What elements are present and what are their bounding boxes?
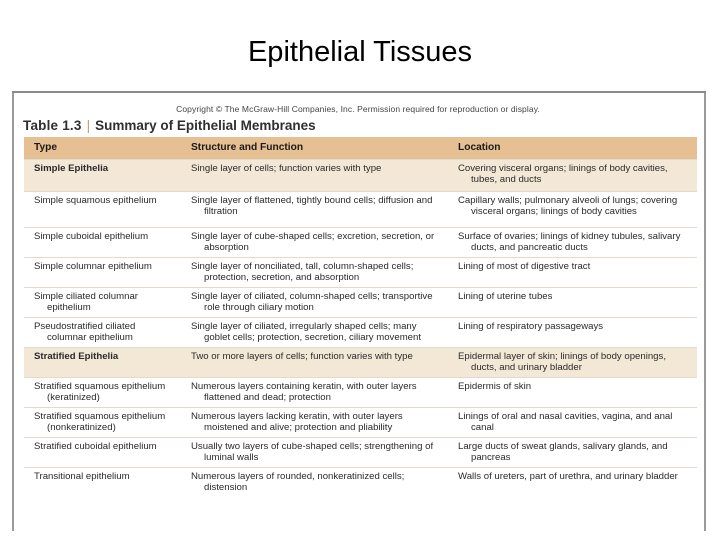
cell-type xyxy=(24,191,181,227)
header-row xyxy=(24,137,697,159)
cell-location xyxy=(448,257,697,287)
cell-location-text: Epidermal layer of skin; linings of body openings, ducts, and urinary bladder xyxy=(458,350,666,373)
cell-structure-text: Usually two layers of cube-shaped cells; strengthening of luminal walls xyxy=(191,440,434,463)
cell-structure-text: Numerous layers lacking keratin, with outer layers moistened and alive; protection and pliability xyxy=(191,410,403,433)
cell-structure-text: Numerous layers containing keratin, with outer layers flattened and dead; protection xyxy=(191,380,417,403)
cell-structure xyxy=(181,257,448,287)
copyright-notice: Copyright © The McGraw-Hill Companies, Inc. Permission required for reproduction or display. xyxy=(176,104,540,114)
cell-type xyxy=(24,159,181,191)
table-title: Summary of Epithelial Membranes xyxy=(95,118,316,133)
cell-type-text: Simple Epithelia xyxy=(34,162,109,174)
table-row xyxy=(24,191,697,227)
cell-type-text: Simple ciliated columnar epithelium xyxy=(34,290,138,313)
cell-location-text: Lining of respiratory passageways xyxy=(458,320,604,332)
cell-type-text: Simple cuboidal epithelium xyxy=(34,230,149,242)
cell-type-text: Stratified squamous epithelium (nonkeratinized) xyxy=(34,410,166,433)
cell-type-text: Pseudostratified ciliated columnar epithelium xyxy=(34,320,136,343)
cell-structure xyxy=(181,407,448,437)
cell-location-text: Lining of most of digestive tract xyxy=(458,260,591,272)
column-header-structure: Structure and Function xyxy=(191,142,304,154)
table-row xyxy=(24,287,697,317)
table-row xyxy=(24,317,697,347)
cell-structure-text: Two or more layers of cells; function varies with type xyxy=(191,350,413,362)
cell-type-text: Stratified squamous epithelium (keratinized) xyxy=(34,380,166,403)
cell-structure-text: Numerous layers of rounded, nonkeratinized cells; distension xyxy=(191,470,405,493)
cell-type xyxy=(24,377,181,407)
cell-type-text: Simple squamous epithelium xyxy=(34,194,157,206)
cell-location xyxy=(448,347,697,377)
cell-structure-text: Single layer of ciliated, irregularly shaped cells; many goblet cells; protection, secretion, ciliary movement xyxy=(191,320,422,343)
cell-location xyxy=(448,377,697,407)
top-border-rule xyxy=(12,91,706,93)
cell-structure xyxy=(181,437,448,467)
table-row xyxy=(24,467,697,497)
cell-structure-text: Single layer of cells; function varies with type xyxy=(191,162,382,174)
cell-location-text: Covering visceral organs; linings of body cavities, tubes, and ducts xyxy=(458,162,668,185)
left-border-rule xyxy=(12,93,14,531)
table-heading xyxy=(23,118,703,133)
cell-structure xyxy=(181,347,448,377)
cell-structure-text: Single layer of cube-shaped cells; excretion, secretion, or absorption xyxy=(191,230,435,253)
cell-type-text: Simple columnar epithelium xyxy=(34,260,152,272)
table-section-row xyxy=(24,159,697,191)
cell-location-text: Walls of ureters, part of urethra, and urinary bladder xyxy=(458,470,678,482)
epithelial-summary-table xyxy=(24,137,697,497)
cell-type-text: Stratified cuboidal epithelium xyxy=(34,440,157,452)
cell-structure-text: Single layer of flattened, tightly bound cells; diffusion and filtration xyxy=(191,194,433,217)
cell-location-text: Linings of oral and nasal cavities, vagina, and anal canal xyxy=(458,410,673,433)
cell-structure xyxy=(181,377,448,407)
table-body xyxy=(24,159,697,497)
cell-structure xyxy=(181,227,448,257)
cell-location xyxy=(448,191,697,227)
cell-location xyxy=(448,317,697,347)
cell-location xyxy=(448,467,697,497)
cell-location-text: Surface of ovaries; linings of kidney tubules, salivary ducts, and pancreatic ducts xyxy=(458,230,681,253)
column-header-location: Location xyxy=(458,142,501,154)
cell-location xyxy=(448,437,697,467)
table-number: Table 1.3 xyxy=(23,118,82,133)
cell-location xyxy=(448,227,697,257)
table-row xyxy=(24,227,697,257)
cell-structure xyxy=(181,317,448,347)
cell-structure-text: Single layer of nonciliated, tall, column-shaped cells; protection, secretion, and absorption xyxy=(191,260,414,283)
cell-type xyxy=(24,437,181,467)
cell-location-text: Lining of uterine tubes xyxy=(458,290,553,302)
cell-type xyxy=(24,227,181,257)
table-section-row xyxy=(24,347,697,377)
cell-location xyxy=(448,159,697,191)
cell-type-text: Transitional epithelium xyxy=(34,470,130,482)
cell-structure xyxy=(181,467,448,497)
cell-type xyxy=(24,317,181,347)
cell-type xyxy=(24,467,181,497)
table-row xyxy=(24,377,697,407)
cell-type xyxy=(24,347,181,377)
right-border-rule xyxy=(704,93,706,531)
cell-location xyxy=(448,407,697,437)
table-row xyxy=(24,407,697,437)
cell-location-text: Large ducts of sweat glands, salivary glands, and pancreas xyxy=(458,440,668,463)
cell-type xyxy=(24,407,181,437)
table-header xyxy=(24,137,697,159)
cell-structure-text: Single layer of ciliated, column-shaped cells; transportive role through ciliary motion xyxy=(191,290,433,313)
table-row xyxy=(24,257,697,287)
cell-location-text: Epidermis of skin xyxy=(458,380,532,392)
table-row xyxy=(24,437,697,467)
slide-title: Epithelial Tissues xyxy=(247,36,473,68)
cell-type-text: Stratified Epithelia xyxy=(34,350,119,362)
cell-structure xyxy=(181,159,448,191)
cell-location xyxy=(448,287,697,317)
table-separator: | xyxy=(86,118,91,133)
cell-structure xyxy=(181,191,448,227)
cell-structure xyxy=(181,287,448,317)
column-header-type: Type xyxy=(34,142,58,154)
cell-type xyxy=(24,257,181,287)
cell-location-text: Capillary walls; pulmonary alveoli of lungs; covering visceral organs; linings of body cavities xyxy=(458,194,678,217)
cell-type xyxy=(24,287,181,317)
